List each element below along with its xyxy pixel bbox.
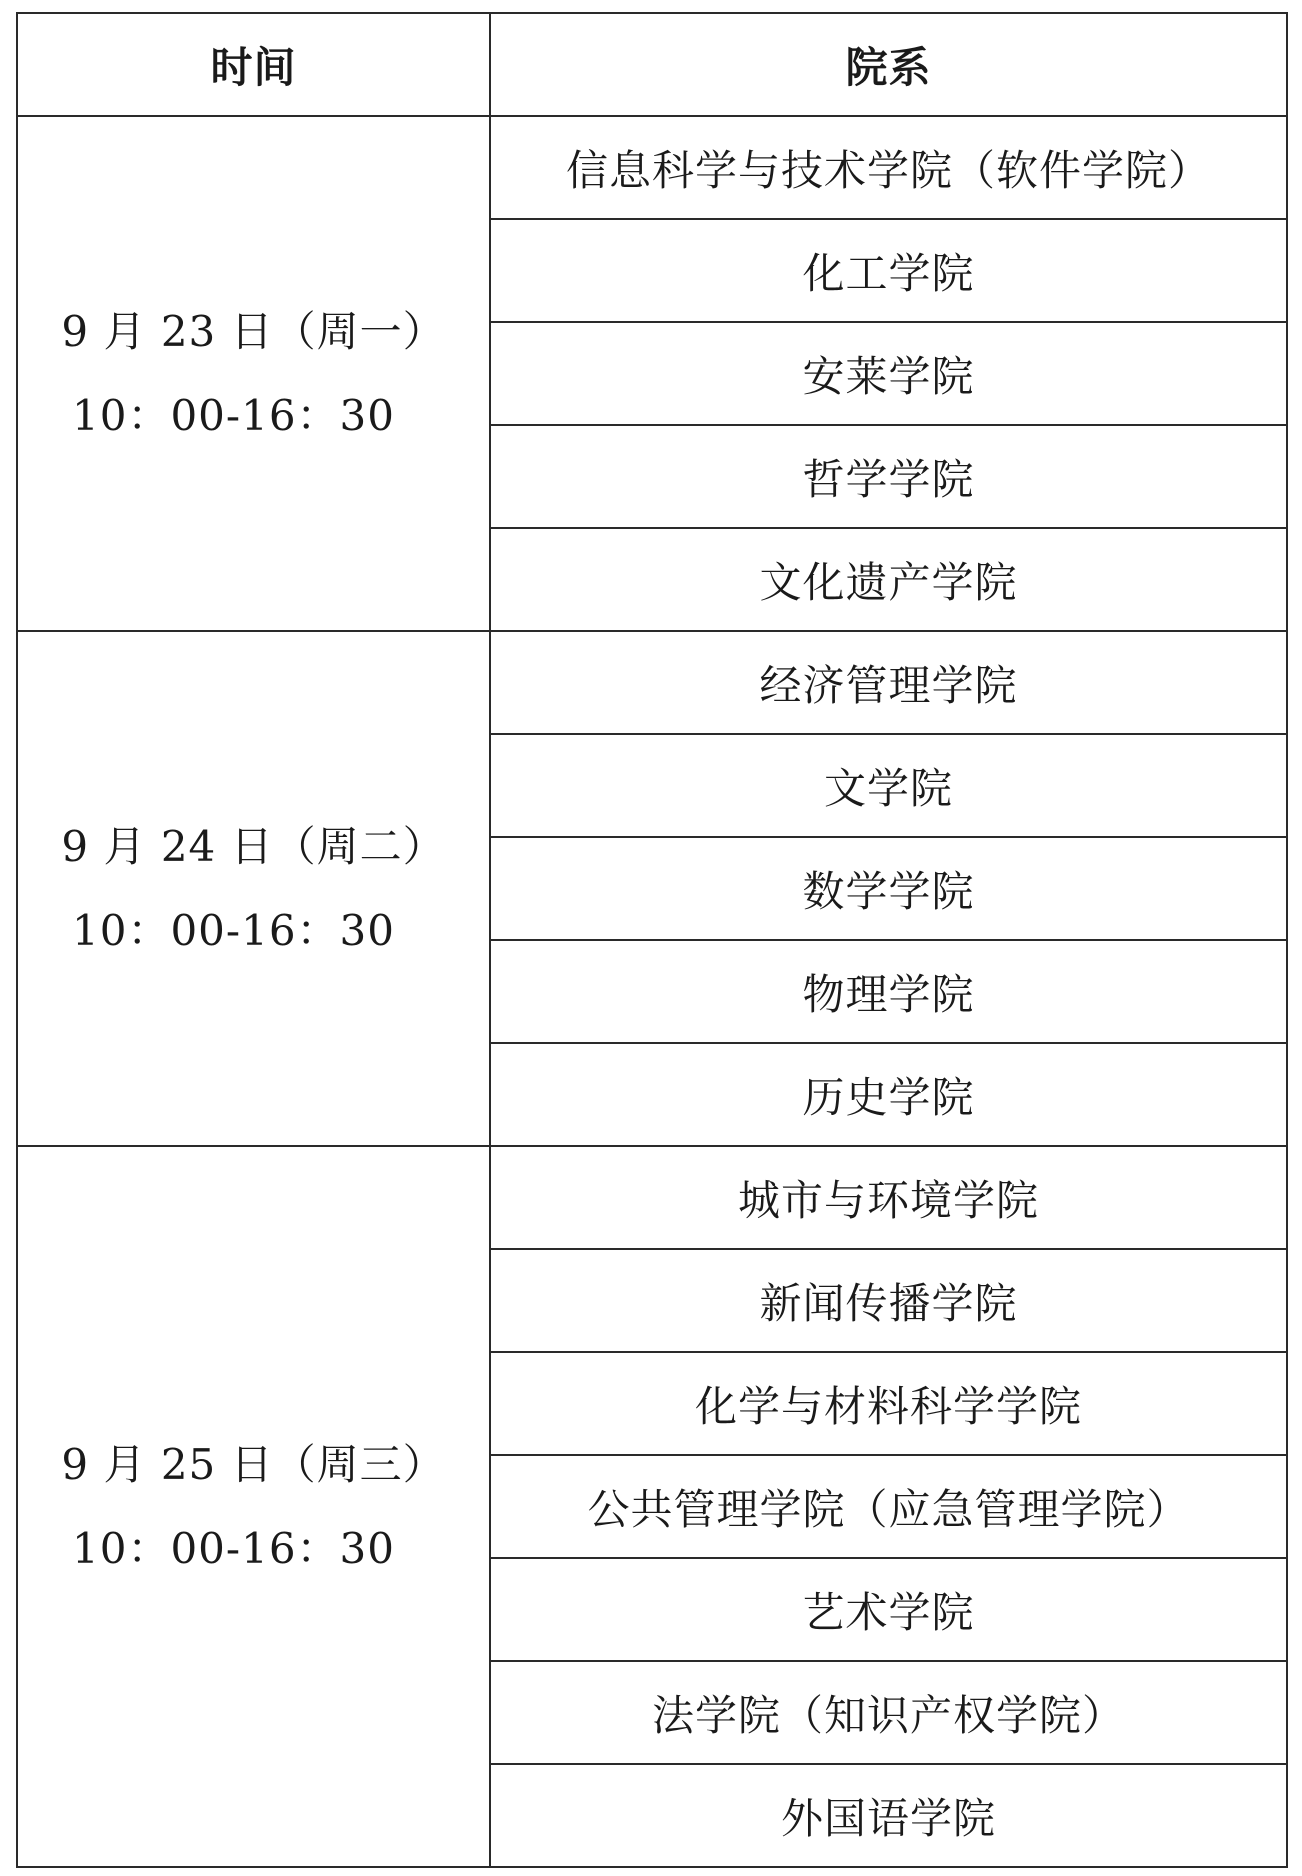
department-cell: 信息科学与技术学院（软件学院）: [490, 116, 1287, 219]
date-text: 9 月 23 日（周一）: [61, 306, 446, 356]
time-range-text: 10：00-16：30: [72, 1523, 395, 1573]
time-cell: [17, 631, 490, 1146]
table-row: [17, 1146, 1287, 1249]
department-cell: 物理学院: [490, 940, 1287, 1043]
department-cell: 哲学学院: [490, 425, 1287, 528]
time-range-text: 10：00-16：30: [72, 905, 395, 955]
department-cell: 经济管理学院: [490, 631, 1287, 734]
table-row: [17, 631, 1287, 734]
department-cell: 城市与环境学院: [490, 1146, 1287, 1249]
department-cell: 文化遗产学院: [490, 528, 1287, 631]
department-cell: 外国语学院: [490, 1764, 1287, 1867]
department-cell: 化学与材料科学学院: [490, 1352, 1287, 1455]
header-row: [17, 13, 1287, 116]
department-cell: 艺术学院: [490, 1558, 1287, 1661]
time-range-text: 10：00-16：30: [72, 390, 395, 440]
department-cell: 历史学院: [490, 1043, 1287, 1146]
department-cell: 化工学院: [490, 219, 1287, 322]
department-cell: 公共管理学院（应急管理学院）: [490, 1455, 1287, 1558]
department-cell: 数学学院: [490, 837, 1287, 940]
header-department: 院系: [490, 13, 1287, 116]
time-cell: [17, 1146, 490, 1867]
date-text: 9 月 25 日（周三）: [61, 1439, 446, 1489]
department-cell: 安莱学院: [490, 322, 1287, 425]
table-row: [17, 116, 1287, 219]
department-cell: 法学院（知识产权学院）: [490, 1661, 1287, 1764]
header-time: 时间: [17, 13, 490, 116]
department-cell: 新闻传播学院: [490, 1249, 1287, 1352]
department-cell: 文学院: [490, 734, 1287, 837]
date-text: 9 月 24 日（周二）: [61, 821, 446, 871]
schedule-table: [16, 12, 1288, 1868]
time-cell: [17, 116, 490, 631]
